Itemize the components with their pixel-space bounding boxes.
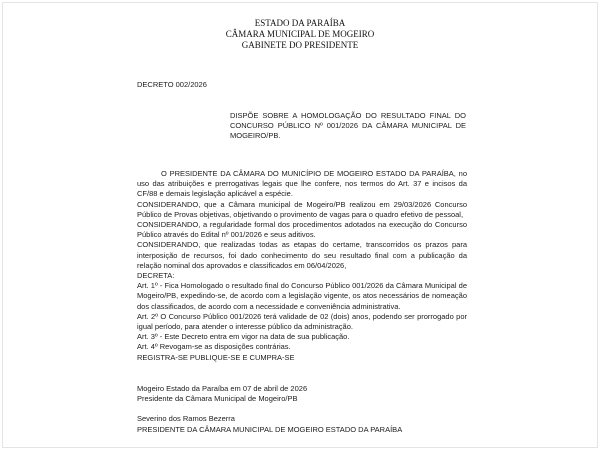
signer-title: PRESIDENTE DA CÂMARA MUNICIPAL DE MOGEIRO ESTADO DA PARAÍBA	[137, 424, 403, 434]
closing-block	[137, 384, 467, 435]
header-state: ESTADO DA PARAÍBA	[254, 18, 346, 28]
considerando-3: CONSIDERANDO, que realizadas todas as etapas do certame, transcorridos os prazos para interposição de recursos, foi dado conhecimento do seu resultado final com a publicação da relação nominal dos aprovados e classificados em 06/04/2026,	[137, 240, 467, 270]
article-2: Art. 2º O Concurso Público 001/2026 terá validade de 02 (dois) anos, podendo ser prorrogado por igual período, para atender o interesse público da administração.	[137, 311, 467, 332]
issuer: Presidente da Câmara Municipal de Mogeiro/PB	[137, 394, 298, 404]
header-office: GABINETE DO PRESIDENTE	[241, 40, 359, 50]
considerando-2: CONSIDERANDO, a regularidade formal dos procedimentos adotados na execução do Concurso Público através do Edital nº 001/2026 e seus aditivos.	[137, 220, 467, 240]
article-1: Art. 1º - Fica Homologado o resultado final do Concurso Público 001/2026 da Câmara Municipal de Mogeiro/PB, expedindo-se, de acordo com a legislação vigente, os atos necessários de nomeação dos classificados, de acordo com a necessidade e conveniência administrativa.	[137, 281, 467, 311]
decreta-heading: DECRETA:	[137, 271, 175, 281]
header-chamber: CÂMARA MUNICIPAL DE MOGEIRO	[225, 29, 375, 39]
signer-name: Severino dos Ramos Bezerra	[137, 414, 235, 424]
spacer	[137, 404, 467, 414]
article-3: Art. 3º - Este Decreto entra em vigor na data de sua publicação.	[137, 332, 350, 342]
document-header	[0, 18, 600, 51]
decree-summary: DISPÕE SOBRE A HOMOLOGAÇÃO DO RESULTADO FINAL DO CONCURSO PÚBLICO Nº 001/2026 DA CÂMARA MUNICIPAL DE MOGEIRO/PB.	[230, 111, 466, 141]
considerando-1: CONSIDERANDO, que a Câmara municipal de Mogeiro/PB realizou em 29/03/2026 Concurso Público de Provas objetivas, objetivando o provimento de vagas para o quadro efetivo de pessoal,	[137, 199, 467, 219]
article-4: Art. 4º Revogam-se as disposições contrárias.	[137, 342, 291, 352]
decree-body	[137, 169, 467, 363]
decree-number: DECRETO 002/2026	[137, 80, 207, 89]
place-date: Mogeiro Estado da Paraíba em 07 de abril de 2026	[137, 384, 308, 393]
registra-line: REGISTRA-SE PUBLIQUE-SE E CUMPRA-SE	[137, 352, 295, 362]
preamble: O PRESIDENTE DA CÂMARA DO MUNICÍPIO DE MOGEIRO ESTADO DA PARAÍBA, no uso das atribuições e prerrogativas legais que lhe confere, nos termos do Art. 37 e incisos da CF/88 e demais legislação aplicável a espécie.	[137, 169, 467, 199]
